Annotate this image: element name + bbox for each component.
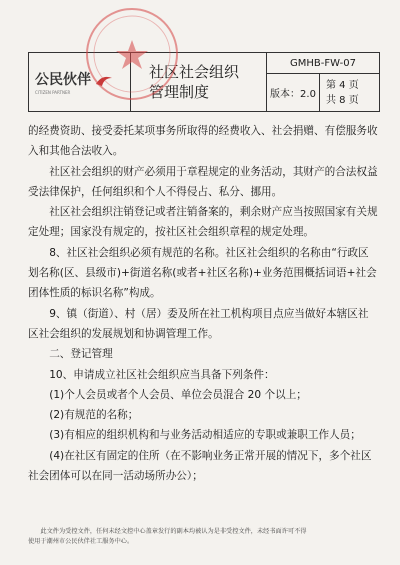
list-item: (4)在社区有固定的住所（在不影响业务正常开展的情况下，多个社区社会团体可以在同一活动场所办公）； — [28, 449, 372, 483]
document-code: GMHB-FW-07 — [267, 53, 379, 74]
paragraph: 社区社会组织的财产必须用于章程规定的业务活动，其财产的合法权益受法律保护，任何组织和个人不得侵占、私分、挪用。 — [28, 165, 378, 198]
logo-swirl-icon — [94, 72, 114, 92]
document-body — [28, 121, 378, 486]
page-info — [320, 74, 379, 111]
version-row — [267, 74, 379, 111]
footer-line: 使用于潮州市公民伙伴社工服务中心。 — [28, 538, 134, 545]
paragraph: 社区社会组织注销登记或者注销备案的，剩余财产应当按照国家有关规定处理；国家没有规定的，按社区社会组织章程的规定处理。 — [28, 206, 378, 239]
list-item: (2)有规范的名称； — [49, 409, 139, 422]
section-heading: 二、登记管理 — [49, 348, 113, 361]
title-line1: 社区社会组织 — [149, 63, 240, 81]
footer-line: 此文件为受控文件，任何未经文控中心盖章发行的副本均被认为是非受控文件，未经书面许可不得 — [40, 528, 307, 535]
document-header — [28, 52, 380, 112]
paragraph: 9、镇（街道）、村（居）委及所在社工机构项目点应当做好本辖区社区社会组织的发展规划和协调管理工作。 — [28, 307, 369, 340]
title-cell — [131, 53, 267, 111]
footer-note — [28, 527, 378, 547]
logo-subtext: CITIZEN PARTNER — [35, 90, 71, 95]
title-line2: 管理制度 — [149, 83, 210, 101]
page-number: 第 4 页 — [326, 79, 359, 91]
version: 版本：2.0 — [267, 74, 320, 111]
list-item: (1)个人会员或者个人会员、单位会员混合 20 个以上； — [49, 388, 307, 401]
logo-text: 公民伙伴 — [35, 72, 91, 88]
paragraph: 8、社区社会组织必须有规范的名称。社区社会组织的名称由“行政区划名称(区、县级市)+街道名称(或者+社区名称)+业务范围概括词语+社会团体性质的标识名称”构成。 — [28, 246, 377, 300]
paragraph: 的经费资助、接受委托某项事务所取得的经费收入、社会捐赠、有偿服务收入和其他合法收入。 — [28, 125, 378, 158]
paragraph: 10、申请成立社区社会组织应当具备下列条件： — [49, 368, 275, 381]
code-cell — [267, 53, 379, 111]
logo-cell — [29, 53, 131, 111]
logo — [35, 69, 91, 95]
page-total: 共 8 页 — [326, 94, 359, 106]
list-item: (3)有相应的组织机构和与业务活动相适应的专职或兼职工作人员； — [49, 429, 361, 442]
